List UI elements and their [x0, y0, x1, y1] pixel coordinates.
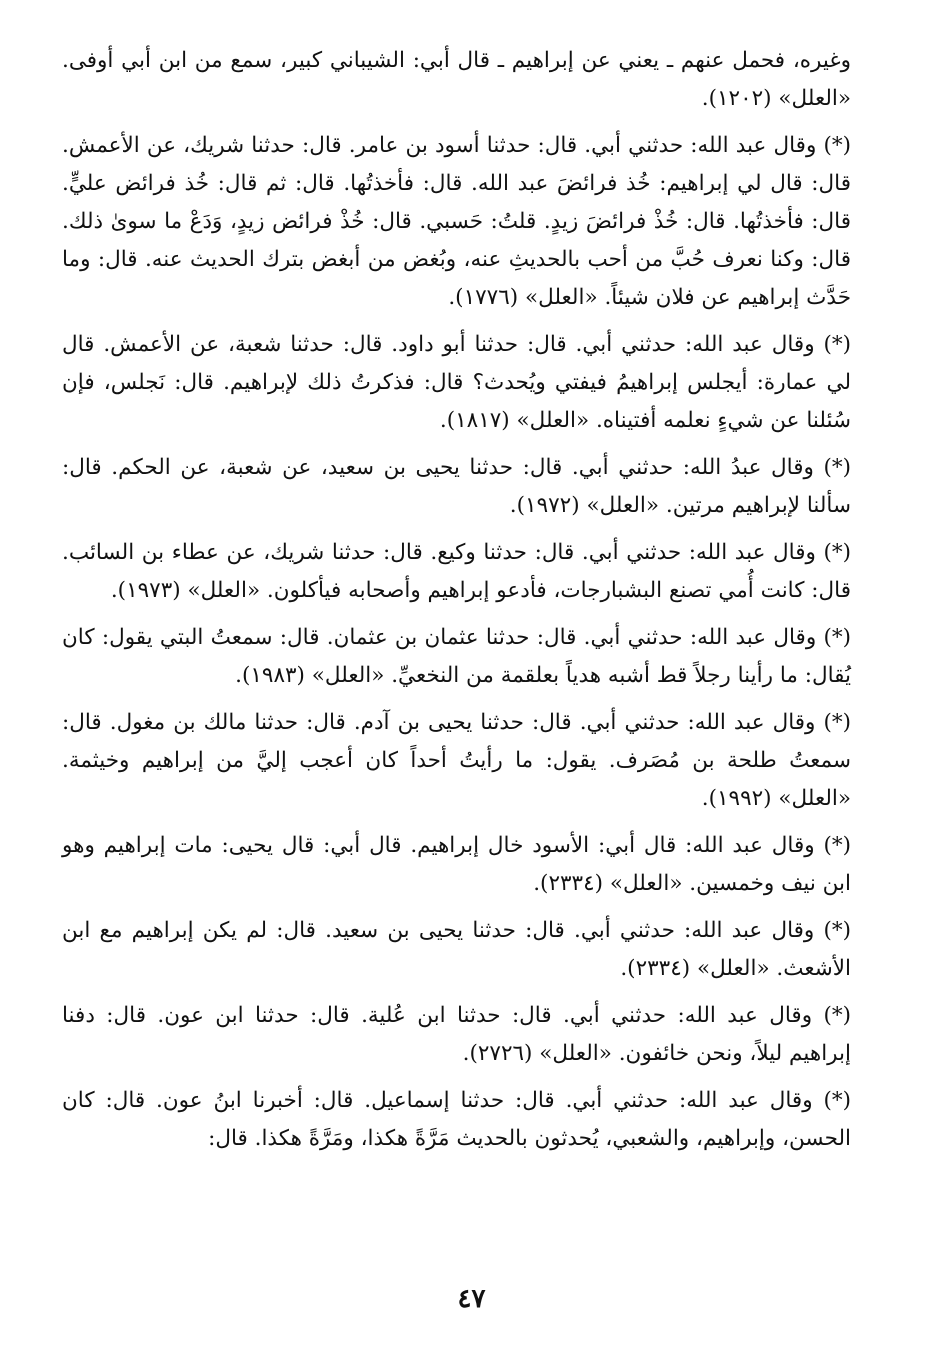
paragraph-6: (*) وقال عبد الله: حدثني أبي. قال: حدثنا عثمان بن عثمان. قال: سمعتُ البتي يقول: كان يُقال: ما رأينا رجلاً قط أشبه هدياً بعلقمة من النخعيِّ. «العلل» (١٩٨٣). [62, 625, 851, 688]
paragraph-2: (*) وقال عبد الله: حدثني أبي. قال: حدثنا أسود بن عامر. قال: حدثنا شريك، عن الأعمش. قال: قال لي إبراهيم: خُذ فرائضَ عبد الله. قال: فأخذتُها. قال: ثم قال: خُذ فرائض عليٍّ. قال: فأخذتُها. قال: خُذْ فرائضَ زيدٍ. قلتُ: حَسبي. قال: خُذْ فرائض زيدٍ، وَدَعْ ما سوىٰ ذلك. قال: وكنا نعرف حُبَّ من أحب بالحديثِ عنه، وبُغض من أبغض بترك الحديث عنه. قال: وما حَدَّث إبراهيم عن فلان شيئاً. «العلل» (١٧٧٦). [62, 133, 851, 310]
paragraph-8: (*) وقال عبد الله: قال أبي: الأسود خال إبراهيم. قال أبي: قال يحيى: مات إبراهيم وهو ابن نيف وخمسين. «العلل» (٢٣٣٤). [62, 833, 851, 896]
paragraph-10: (*) وقال عبد الله: حدثني أبي. قال: حدثنا ابن عُلية. قال: حدثنا ابن عون. قال: دفنا إبراهيم ليلاً، ونحن خائفون. «العلل» (٢٧٢٦). [62, 1003, 851, 1066]
paragraph-11: (*) وقال عبد الله: حدثني أبي. قال: حدثنا إسماعيل. قال: أخبرنا ابنُ عون. قال: كان الحسن، وإبراهيم، والشعبي، يُحدثون بالحديث مَرَّةً هكذا، ومَرَّةً هكذا. قال: [62, 1088, 851, 1151]
text-block [62, 42, 851, 1167]
paragraph-4: (*) وقال عبدُ الله: حدثني أبي. قال: حدثنا يحيى بن سعيد، عن شعبة، عن الحكم. قال: سألنا لإبراهيم مرتين. «العلل» (١٩٧٢). [62, 455, 851, 518]
paragraph-5: (*) وقال عبد الله: حدثني أبي. قال: حدثنا وكيع. قال: حدثنا شريك، عن عطاء بن السائب. قال: كانت أُمي تصنع البشبارجات، فأدعو إبراهيم وأصحابه فيأكلون. «العلل» (١٩٧٣). [62, 540, 851, 603]
page-number: ٤٧ [457, 1284, 486, 1314]
paragraph-1: وغيره، فحمل عنهم ـ يعني عن إبراهيم ـ قال أبي: الشيباني كبير، سمع من ابن أبي أوفى. «العلل» (١٢٠٢). [62, 48, 851, 111]
paragraph-3: (*) وقال عبد الله: حدثني أبي. قال: حدثنا أبو داود. قال: حدثنا شعبة، عن الأعمش. قال لي عمارة: أيجلس إبراهيمُ فيفتي ويُحدث؟ قال: فذكرتُ ذلك لإبراهيم. قال: نَجلس، فإن سُئلنا عن شيءٍ نعلمه أفتيناه. «العلل» (١٨١٧). [62, 332, 851, 433]
paragraph-9: (*) وقال عبد الله: حدثني أبي. قال: حدثنا يحيى بن سعيد. قال: لم يكن إبراهيم مع ابن الأشعث. «العلل» (٢٣٣٤). [62, 918, 851, 981]
paragraph-7: (*) وقال عبد الله: حدثني أبي. قال: حدثنا يحيى بن آدم. قال: حدثنا مالك بن مغول. قال: سمعتُ طلحة بن مُصَرف. يقول: ما رأيتُ أحداً كان أعجب إليَّ من إبراهيم وخيثمة. «العلل» (١٩٩٢). [62, 710, 851, 811]
